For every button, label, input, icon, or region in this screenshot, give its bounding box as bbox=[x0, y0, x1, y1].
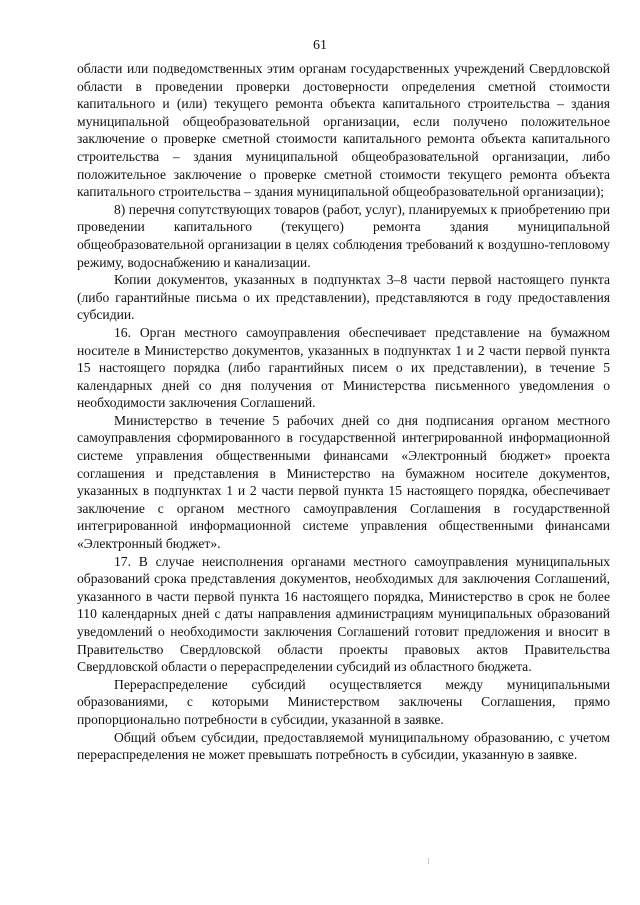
paragraph-clause-16: 16. Орган местного самоуправления обеспечивает представление на бумажном носителе в Министерство документов, указанных в подпунктах 1 и 2 части первой пункта 15 настоящего порядка (либо гарантийных писем о их представлении), в течение 5 календарных дней со дня получения от Министерства письменного уведомления о необходимости заключения Соглашений. bbox=[77, 324, 610, 411]
scan-artifact bbox=[428, 858, 429, 864]
paragraph-redistribution: Перераспределение субсидий осуществляется между муниципальными образованиями, с которыми Министерством заключены Соглашения, прямо пропорционально потребности в субсидии, указанной в заявке. bbox=[77, 676, 610, 727]
page-number: 61 bbox=[313, 38, 327, 53]
paragraph-total-subsidy: Общий объем субсидии, предоставляемой муниципальному образованию, с учетом перераспределения не может превышать потребность в субсидии, указанную в заявке. bbox=[77, 729, 610, 763]
paragraph-clause-17: 17. В случае неисполнения органами местного самоуправления муниципальных образований срока представления документов, необходимых для заключения Соглашений, указанного в части первой пункта 16 настоящего порядка, Министерство в срок не более 110 календарных дней с даты направления администрациям муниципальных образований уведомлений о необходимости заключения Соглашений готовит предложения и вносит в Правительство Свердловской области проекты правовых актов Правительства Свердловской области о перераспределении субсидий из областного бюджета. bbox=[77, 553, 610, 675]
paragraph-continuation: области или подведомственных этим органам государственных учреждений Свердловской области в проведении проверки достоверности определения сметной стоимости капитального и (или) текущего ремонта объекта капитального строительства – здания муниципальной общеобразовательной организации, если получено положительное заключение о проверке сметной стоимости капитального ремонта объекта капитального строительства – здания муниципальной общеобразовательной организации, либо положительное заключение о проверке сметной стоимости текущего ремонта объекта капитального строительства – здания муниципальной общеобразовательной организации); bbox=[77, 61, 610, 200]
paragraph-item-8: 8) перечня сопутствующих товаров (работ, услуг), планируемых к приобретению при проведении капитального (текущего) ремонта здания муниципальной общеобразовательной организации в целях соблюдения требований к воздушно-тепловому режиму, водоснабжению и канализации. bbox=[77, 201, 610, 270]
paragraph-ministry-agreement: Министерство в течение 5 рабочих дней со дня подписания органом местного самоуправления сформированного в государственной интегрированной информационной системе управления общественными финансами «Электронный бюджет» проекта соглашения и представления в Министерство на бумажном носителе документов, указанных в подпунктах 1 и 2 части первой пункта 15 настоящего порядка, обеспечивает заключение с органом местного самоуправления Соглашения в государственной интегрированной информационной системе управления общественными финансами «Электронный бюджет». bbox=[77, 412, 610, 552]
document-body bbox=[77, 60, 610, 764]
paragraph-document-copies: Копии документов, указанных в подпунктах 3–8 части первой настоящего пункта (либо гарантийные письма о их представлении), представляются в году предоставления субсидии. bbox=[77, 272, 610, 323]
